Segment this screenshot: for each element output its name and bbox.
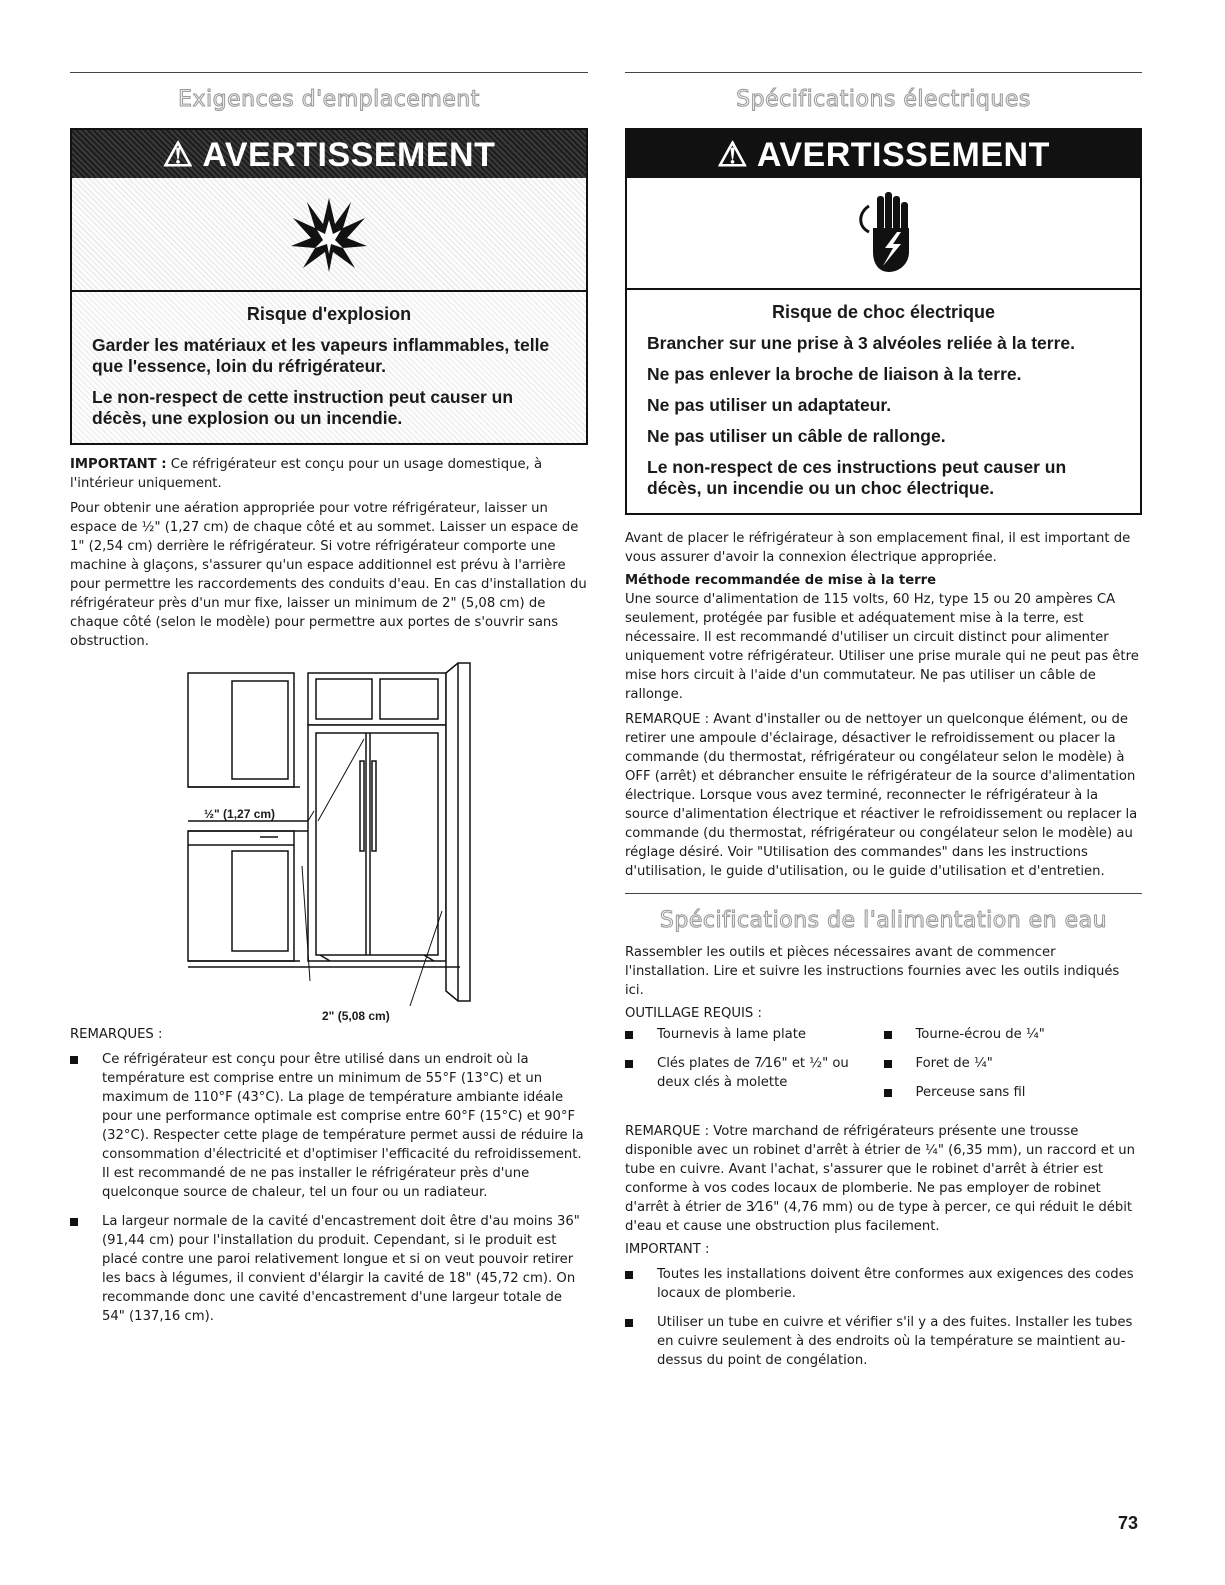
left-column xyxy=(70,72,588,1336)
risk-title: Risque d'explosion xyxy=(246,304,412,324)
list-item: Perceuse sans fil xyxy=(884,1083,1143,1102)
list-item: Tourne-écrou de ¼" xyxy=(884,1025,1143,1044)
warning-line: Ne pas utiliser un adaptateur. xyxy=(647,395,892,415)
warning-line: Garder les matériaux et les vapeurs inflammables, telle que l'essence, loin du réfrigérateur. xyxy=(92,335,550,376)
list-item: Ce réfrigérateur est conçu pour être utilisé dans un endroit où la température est comprise entre un minimum de 55°F (13°C) et un maximum de 110°F (43°C). La plage de température ambiante idéale pour une performance optimale est comprise entre 60°F (15°C) et 90°F (32°C). Respecter cette plage de température permet aussi de réduire la consommation d'électricité et d'optimiser l'efficacité du refroidissement. Il est recommandé de ne pas installer le réfrigérateur près d'une quelconque source de chaleur, tel un four ou un radiateur. xyxy=(70,1050,588,1202)
explosion-icon xyxy=(289,194,369,274)
important-list xyxy=(625,1265,1142,1370)
electric-warning-box xyxy=(625,128,1142,515)
remarques-label: REMARQUES : xyxy=(70,1027,163,1042)
important-paragraph xyxy=(70,455,588,493)
grounding-method-text: Une source d'alimentation de 115 volts, 60 Hz, type 15 ou 20 ampères CA seulement, protégée par fusible et adéquatement mise à la terre, est nécessaire. Il est recommandé d'utiliser un circuit distinct pour alimenter uniquement votre réfrigérateur. Utiliser une prise murale qui ne peut pas être mise hors circuit à l'aide d'un commutateur. Ne pas utiliser un câble de rallonge. xyxy=(625,592,1139,702)
list-item: Utiliser un tube en cuivre et vérifier s'il y a des fuites. Installer les tubes en cuivre seulement à des endroits où la température se maintient au-dessus du point de congélation. xyxy=(625,1313,1142,1370)
warning-line: Ne pas utiliser un câble de rallonge. xyxy=(647,426,946,446)
electrical-intro: Avant de placer le réfrigérateur à son emplacement final, il est important de vous assurer d'avoir la connexion électrique appropriée. xyxy=(625,531,1131,565)
water-section-rule xyxy=(625,893,1142,894)
important-text: Ce réfrigérateur est conçu pour un usage domestique, à l'intérieur uniquement. xyxy=(70,457,543,491)
water-remarque xyxy=(625,1122,1142,1236)
refrigerator-cabinet-illustration xyxy=(70,661,588,1021)
list-item: Clés plates de 7⁄16" et ½" ou deux clés à molette xyxy=(625,1054,884,1092)
important-label: IMPORTANT : xyxy=(625,1242,710,1257)
water-intro: Rassembler les outils et pièces nécessaires avant de commencer l'installation. Lire et suivre les instructions fournies avec les outils indiqués ici. xyxy=(625,945,1120,998)
electrical-remarque xyxy=(625,710,1142,881)
warning-header: ⚠ AVERTISSEMENT xyxy=(627,130,1140,178)
grounding-method-heading: Méthode recommandée de mise à la terre xyxy=(625,573,937,588)
tools-list-col2 xyxy=(884,1025,1143,1112)
section-title-water: Spécifications de l'alimentation en eau xyxy=(659,908,1108,933)
warning-line: Brancher sur une prise à 3 alvéoles reliée à la terre. xyxy=(647,333,1076,353)
warning-line: Ne pas enlever la broche de liaison à la terre. xyxy=(647,364,1022,384)
tools-lists xyxy=(625,1025,1142,1112)
explosion-warning-box xyxy=(70,128,588,445)
warning-line: Le non-respect de cette instruction peut causer un décès, une explosion ou un incendie. xyxy=(92,387,514,428)
remarque-text: Votre marchand de réfrigérateurs présente une trousse disponible avec un robinet d'arrêt à étrier de ¼" (6,35 mm), un raccord et un tube en cuivre. Avant l'achat, s'assurer que le robinet d'arrêt à étrier est conforme à vos codes locaux de plomberie. Ne pas employer de robinet d'arrêt à étrier de 3⁄16" (4,76 mm) ou de type à percer, ce qui réduit le débit d'eau et cause une obstruction plus facilement. xyxy=(625,1124,1135,1234)
tools-label: OUTILLAGE REQUIS : xyxy=(625,1006,762,1021)
section-title-location: Exigences d'emplacement xyxy=(178,87,480,112)
list-item: Foret de ¼" xyxy=(884,1054,1143,1073)
warning-line: Le non-respect de ces instructions peut causer un décès, un incendie ou un choc électrique. xyxy=(647,457,1067,498)
warning-body xyxy=(72,292,586,443)
clearance-paragraph: Pour obtenir une aération appropriée pour votre réfrigérateur, laisser un espace de ½" (1,27 cm) de chaque côté et au sommet. Laisser un espace de 1" (2,54 cm) derrière le réfrigérateur. Si votre réfrigérateur comporte une machine à glaçons, s'assurer qu'un espace additionnel est prévu à l'arrière pour permettre les raccordements des conduits d'eau. En cas d'installation du réfrigérateur près d'un mur fixe, laisser un minimum de 2" (5,08 cm) de chaque côté (selon le modèle) pour permettre aux portes de s'ouvrir sans obstruction. xyxy=(70,501,587,649)
remarque-label: REMARQUE : xyxy=(625,712,710,727)
remarques-list xyxy=(70,1050,588,1326)
list-item: Toutes les installations doivent être conformes aux exigences des codes locaux de plomberie. xyxy=(625,1265,1142,1303)
risk-title: Risque de choc électrique xyxy=(771,302,996,322)
label-half-inch-gap: ½" (1,27 cm) xyxy=(204,807,276,821)
right-column xyxy=(625,72,1142,1380)
warning-header: ⚠ AVERTISSEMENT xyxy=(72,130,586,178)
top-rule-right xyxy=(625,72,1142,73)
electric-shock-icon xyxy=(839,188,929,278)
warning-body xyxy=(627,290,1140,513)
warning-icon-area xyxy=(627,178,1140,290)
warning-icon-area xyxy=(72,178,586,292)
tools-list-col1 xyxy=(625,1025,884,1112)
list-item: Tournevis à lame plate xyxy=(625,1025,884,1044)
top-rule-left xyxy=(70,72,588,73)
page-number: 73 xyxy=(1118,1513,1139,1533)
important-label: IMPORTANT : xyxy=(70,457,167,472)
remarque-label: REMARQUE : xyxy=(625,1124,710,1139)
clearance-diagram xyxy=(70,661,588,1021)
section-title-electrical: Spécifications électriques xyxy=(736,87,1031,112)
list-item: La largeur normale de la cavité d'encastrement doit être d'au moins 36" (91,44 cm) pour l'installation du produit. Cependant, si le produit est placé contre une paroi relativement longue et si on veut pouvoir retirer les bacs à légumes, il convient d'élargir la cavité de 18" (45,72 cm). On recommande donc une cavité d'encastrement d'une largeur totale de 54" (137,16 cm). xyxy=(70,1212,588,1326)
label-two-inch-gap: 2" (5,08 cm) xyxy=(322,1009,390,1023)
remarque-text: Avant d'installer ou de nettoyer un quelconque élément, ou de retirer une ampoule d'éclairage, désactiver le refroidissement ou placer la commande (du thermostat, réfrigérateur ou congélateur selon le modèle) à OFF (arrêt) et débrancher ensuite le réfrigérateur de la source d'alimentation électrique. Lorsque vous avez terminé, reconnecter le réfrigérateur à la source d'alimentation électrique et réactiver le refroidissement ou replacer la commande (du thermostat, réfrigérateur ou congélateur selon le modèle) au réglage désiré. Voir "Utilisation des commandes" dans les instructions d'utilisation, le guide d'utilisation, ou le guide d'utilisation et d'entretien. xyxy=(625,712,1138,879)
